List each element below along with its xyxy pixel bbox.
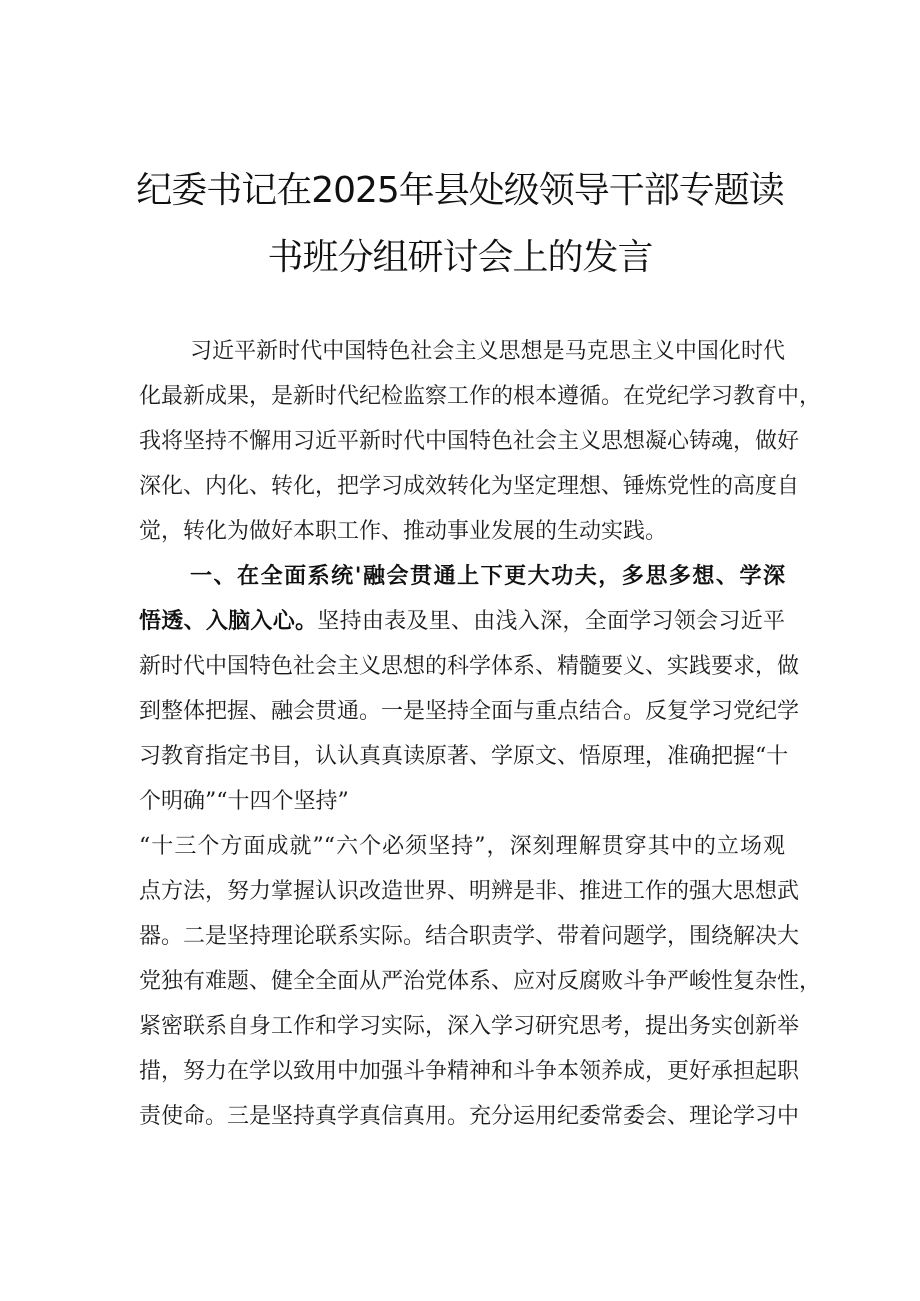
- intro-line-5: 觉，转化为做好本职工作、推动事业发展的生动实践。: [139, 519, 668, 544]
- intro-line-4: 深化、内化、转化，把学习成效转化为坚定理想、锤炼党性的高度自: [139, 474, 800, 499]
- section1-line-2-text: 坚持由表及里、由浅入深，全面学习领会习近平: [317, 609, 785, 634]
- section1-line-11: 紧密联系自身工作和学习实际，深入学习研究思考，提出务实创新举: [139, 1014, 800, 1039]
- intro-line-1: 习近平新时代中国特色社会主义思想是马克思主义中国化时代: [190, 339, 785, 364]
- section1-heading-line-2: 悟透、入脑入心。: [139, 609, 318, 634]
- section1-line-6: 个明确”“十四个坚持”: [139, 789, 349, 814]
- section1-line-2: [139, 608, 785, 636]
- section1-heading-line-1: 一、在全面系统'融会贯通上下更大功夫，多思多想、学深: [190, 564, 785, 589]
- section1-line-10: 党独有难题、健全全面从严治党体系、应对反腐败斗争严峻性复杂性，: [139, 969, 822, 994]
- intro-line-2: 化最新成果，是新时代纪检监察工作的根本遵循。在党纪学习教育中，: [139, 384, 822, 409]
- section1-line-12: 措，努力在学以致用中加强斗争精神和斗争本领养成，更好承担起职: [139, 1059, 800, 1084]
- section1-line-7: “十三个方面成就”“六个必须坚持”，深刻理解贯穿其中的立场观: [139, 834, 785, 859]
- document-title-line-1: 纪委书记在2025年县处级领导干部专题读: [136, 170, 784, 211]
- section1-line-5: 习教育指定书目，认认真真读原著、学原文、悟原理，准确把握“十: [139, 744, 789, 769]
- section1-line-9: 器。二是坚持理论联系实际。结合职责学、带着问题学，围绕解决大: [139, 924, 800, 949]
- section1-line-4: 到整体把握、融会贯通。一是坚持全面与重点结合。反复学习党纪学: [139, 699, 800, 724]
- intro-line-3: 我将坚持不懈用习近平新时代中国特色社会主义思想凝心铸魂，做好: [139, 429, 800, 454]
- document-title-line-2: 书班分组研讨会上的发言: [267, 237, 653, 278]
- section1-line-8: 点方法，努力掌握认识改造世界、明辨是非、推进工作的强大思想武: [139, 879, 800, 904]
- section1-line-3: 新时代中国特色社会主义思想的科学体系、精髓要义、实践要求，做: [139, 654, 800, 679]
- section1-line-13: 责使命。三是坚持真学真信真用。充分运用纪委常委会、理论学习中: [139, 1104, 800, 1129]
